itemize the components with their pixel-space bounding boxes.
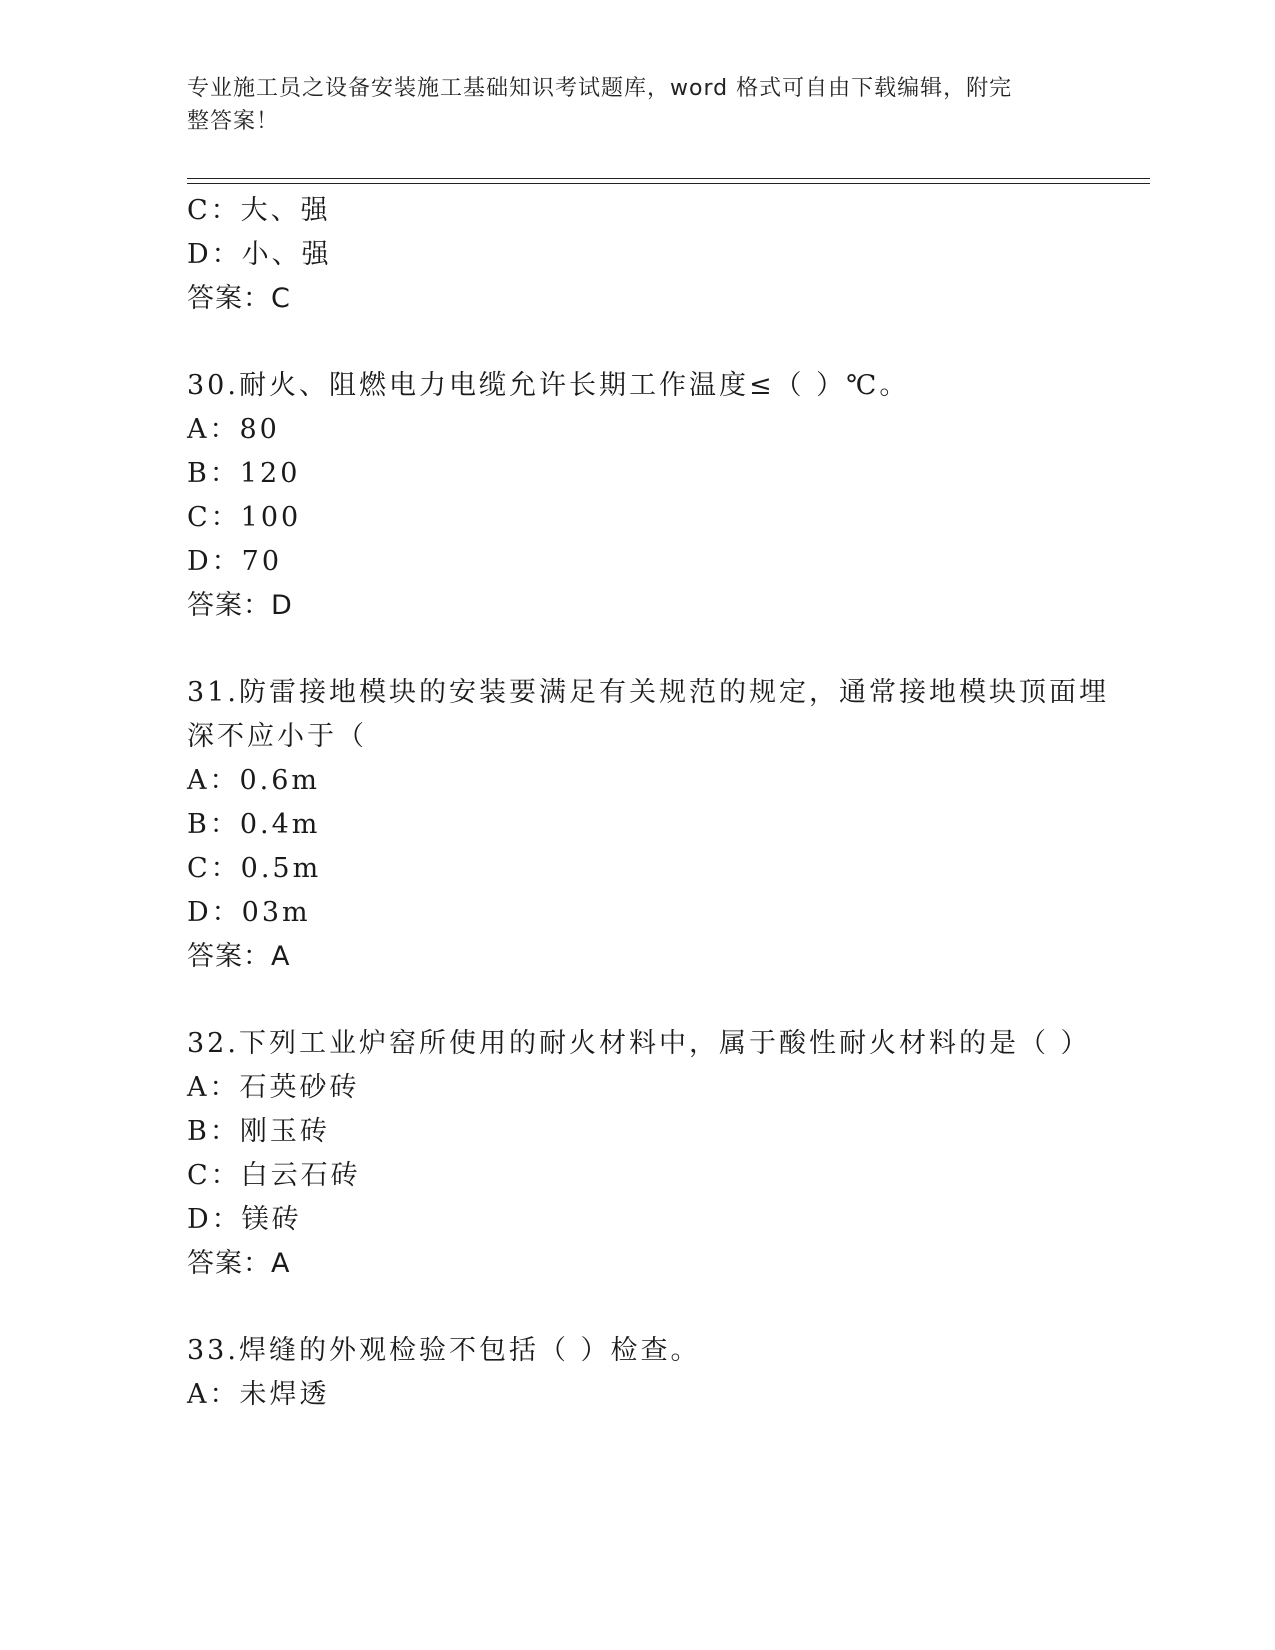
- question-stem-continued: 深不应小于（: [187, 721, 367, 752]
- option-a: A：未焊透: [187, 1379, 330, 1410]
- header-rule-top: [187, 178, 1150, 179]
- option-b: B：120: [187, 458, 301, 489]
- option-a: A：0.6m: [187, 765, 321, 796]
- option-a: A：石英砂砖: [187, 1072, 360, 1103]
- document-header: [187, 72, 1067, 138]
- question-stem: 31.防雷接地模块的安装要满足有关规范的规定，通常接地模块顶面埋: [187, 677, 1109, 708]
- option-c: C：白云石砖: [187, 1160, 361, 1191]
- answer: 答案：A: [187, 1248, 291, 1279]
- option-c: C：大、强: [187, 195, 331, 226]
- header-rule-bottom: [187, 183, 1150, 184]
- option-b: B：刚玉砖: [187, 1116, 330, 1147]
- option-d: D：小、强: [187, 239, 332, 270]
- question-stem: 30.耐火、阻燃电力电缆允许长期工作温度≤（ ）℃。: [187, 370, 910, 401]
- option-c: C：100: [187, 502, 302, 533]
- question-stem: 32.下列工业炉窑所使用的耐火材料中，属于酸性耐火材料的是（ ）: [187, 1028, 1091, 1059]
- option-d: D：镁砖: [187, 1204, 302, 1235]
- option-a: A：80: [187, 414, 280, 445]
- option-b: B：0.4m: [187, 809, 321, 840]
- answer: 答案：D: [187, 590, 293, 621]
- answer: 答案：A: [187, 941, 291, 972]
- answer: 答案：C: [187, 283, 291, 314]
- option-c: C：0.5m: [187, 853, 322, 884]
- header-line-1: 专业施工员之设备安装施工基础知识考试题库，word 格式可自由下载编辑，附完: [187, 76, 1013, 101]
- header-line-2: 整答案！: [187, 109, 280, 134]
- question-stem: 33.焊缝的外观检验不包括（ ）检查。: [187, 1335, 701, 1366]
- option-d: D：03m: [187, 897, 311, 928]
- option-d: D：70: [187, 546, 283, 577]
